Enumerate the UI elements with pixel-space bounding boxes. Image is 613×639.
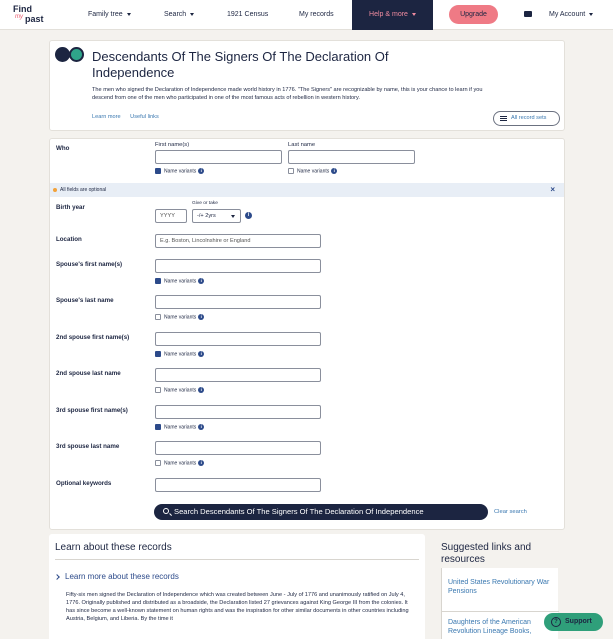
nav-family-tree[interactable] [88, 0, 131, 30]
learn-section [49, 534, 425, 639]
spouse-last-label: Spouse's last name [56, 297, 114, 304]
spouse3-first-variants-label [164, 424, 204, 430]
suggested-links-list [441, 568, 558, 639]
info-icon[interactable]: i [198, 351, 204, 357]
chevron-right-icon [54, 574, 60, 580]
name-variants-text: Name variants [297, 168, 330, 175]
useful-links-link[interactable]: Useful links [130, 114, 159, 120]
search-icon [163, 508, 169, 514]
first-names-label: First name(s) [155, 142, 190, 148]
learn-more-label: Learn more about these records [65, 572, 179, 581]
upgrade-button[interactable]: Upgrade [449, 5, 498, 24]
clear-search-link[interactable]: Clear search [494, 509, 527, 515]
chevron-down-icon [231, 215, 235, 218]
chevron-down-icon [589, 13, 593, 16]
name-variants-text: Name variants [164, 168, 197, 175]
spouse2-last-input[interactable] [155, 368, 321, 382]
record-set-header [49, 40, 565, 131]
info-icon[interactable]: i [198, 460, 204, 466]
support-label: Support [565, 618, 592, 625]
spouse2-first-variants-checkbox[interactable] [155, 351, 161, 357]
all-record-sets-button[interactable] [493, 111, 560, 126]
divider [55, 559, 419, 560]
top-nav [0, 0, 613, 30]
give-or-take-label: Give or take [192, 201, 218, 206]
help-icon: ? [551, 617, 561, 627]
spouse3-first-label: 3rd spouse first name(s) [56, 407, 128, 414]
last-name-label: Last name [288, 142, 316, 148]
info-icon[interactable]: i [198, 168, 204, 174]
divider [442, 611, 559, 612]
spouse3-first-variants-checkbox[interactable] [155, 424, 161, 430]
spouse2-first-input[interactable] [155, 332, 321, 346]
search-button[interactable] [154, 504, 488, 520]
search-form [49, 138, 565, 530]
birth-year-range-select[interactable] [192, 209, 241, 223]
name-variants-text: Name variants [164, 460, 197, 467]
spouse3-last-input[interactable] [155, 441, 321, 455]
nav-search[interactable] [164, 0, 194, 30]
name-variants-text: Name variants [164, 351, 197, 358]
spouse-last-input[interactable] [155, 295, 321, 309]
spouse2-first-variants-label [164, 351, 204, 357]
spouse2-first-label: 2nd spouse first name(s) [56, 334, 130, 341]
nav-help-more[interactable] [352, 0, 433, 30]
name-variants-text: Name variants [164, 387, 197, 394]
keywords-input[interactable] [155, 478, 321, 492]
learn-more-link[interactable]: Learn more [92, 114, 121, 120]
nav-my-account-label: My Account [549, 11, 586, 18]
info-icon[interactable]: i [198, 314, 204, 320]
nav-help-more-label: Help & more [369, 11, 408, 18]
spouse-first-variants-label [164, 278, 204, 284]
page-title: Descendants Of The Signers Of The Declaration Of Independence [92, 49, 389, 80]
learn-title: Learn about these records [55, 542, 172, 553]
info-icon[interactable]: i [245, 212, 252, 219]
record-set-icon [55, 47, 85, 62]
location-input[interactable] [155, 234, 321, 248]
findmypast-logo[interactable] [13, 4, 43, 26]
first-names-input[interactable] [155, 150, 282, 164]
support-button[interactable] [544, 613, 603, 631]
chevron-down-icon [127, 13, 131, 16]
spouse-last-variants-checkbox[interactable] [155, 314, 161, 320]
logo-my: my [15, 14, 23, 20]
first-name-variants-checkbox[interactable] [155, 168, 161, 174]
spouse2-last-variants-label [164, 387, 204, 393]
nav-my-records[interactable]: My records [299, 11, 334, 18]
suggested-title: Suggested links and resources [441, 542, 532, 565]
spouse3-last-variants-checkbox[interactable] [155, 460, 161, 466]
search-button-label: Search Descendants Of The Signers Of The Declaration Of Independence [174, 507, 424, 516]
optional-note-text: All fields are optional [60, 187, 107, 193]
who-label: Who [56, 145, 70, 152]
birth-year-input[interactable] [155, 209, 187, 223]
info-icon[interactable]: i [331, 168, 337, 174]
last-name-input[interactable] [288, 150, 415, 164]
range-value: -/+ 2yrs [197, 213, 216, 219]
name-variants-text: Name variants [164, 314, 197, 321]
all-record-sets-label: All record sets [511, 115, 547, 121]
logo-find: Find [13, 4, 32, 14]
first-name-variants-label [164, 168, 204, 174]
location-label: Location [56, 236, 82, 243]
last-name-variants-label [297, 168, 337, 174]
last-name-variants-checkbox[interactable] [288, 168, 294, 174]
birth-year-label: Birth year [56, 204, 85, 211]
spouse-last-variants-label [164, 314, 204, 320]
spouse3-last-label: 3rd spouse last name [56, 443, 120, 450]
close-icon[interactable]: × [550, 185, 555, 194]
header-links [92, 114, 167, 120]
spouse3-first-input[interactable] [155, 405, 321, 419]
suggested-link[interactable]: United States Revolutionary War Pensions [448, 579, 550, 595]
optional-fields-notice [50, 183, 564, 197]
record-set-description: The men who signed the Declaration of Independence made world history in 1776. "The Signers" are recognizable by name, this is your chance to learn if you descend from one of the men who participated in one of the most famous acts of rebellion in western history. [92, 87, 483, 101]
notice-icon [53, 188, 57, 192]
spouse-first-label: Spouse's first name(s) [56, 261, 123, 268]
name-variants-text: Name variants [164, 278, 197, 285]
info-icon[interactable]: i [198, 387, 204, 393]
logo-past: past [25, 14, 44, 24]
spouse-first-variants-checkbox[interactable] [155, 278, 161, 284]
learn-body-text: Fifty-six men signed the Declaration of Independence which was created between June - July of 1776 and unanimously ratified on July 4, 1776. Originally published and distributed as a broadside, the Declaration listed 27 grievances against King George III from the colonies. It has since become a well-known statement on human rights and was the inspiration for other similar documents in other countries including Austria, Belgium, and Liberia. By the time it [66, 592, 409, 622]
nav-family-tree-label: Family tree [88, 11, 123, 18]
name-variants-text: Name variants [164, 424, 197, 431]
keywords-label: Optional keywords [56, 480, 112, 487]
chevron-down-icon [412, 13, 416, 16]
nav-1921-census[interactable]: 1921 Census [227, 11, 269, 18]
nav-my-account[interactable] [549, 0, 593, 30]
suggested-link[interactable]: Daughters of the American Revolution Lineage Books, [448, 619, 532, 635]
learn-more-toggle[interactable] [55, 572, 179, 581]
list-icon [500, 116, 507, 121]
info-icon[interactable]: i [198, 424, 204, 430]
spouse2-last-label: 2nd spouse last name [56, 370, 121, 377]
spouse2-last-variants-checkbox[interactable] [155, 387, 161, 393]
info-icon[interactable]: i [198, 278, 204, 284]
chevron-down-icon [190, 13, 194, 16]
nav-search-label: Search [164, 11, 187, 18]
mail-icon[interactable] [524, 11, 532, 17]
spouse3-last-variants-label [164, 460, 204, 466]
spouse-first-input[interactable] [155, 259, 321, 273]
